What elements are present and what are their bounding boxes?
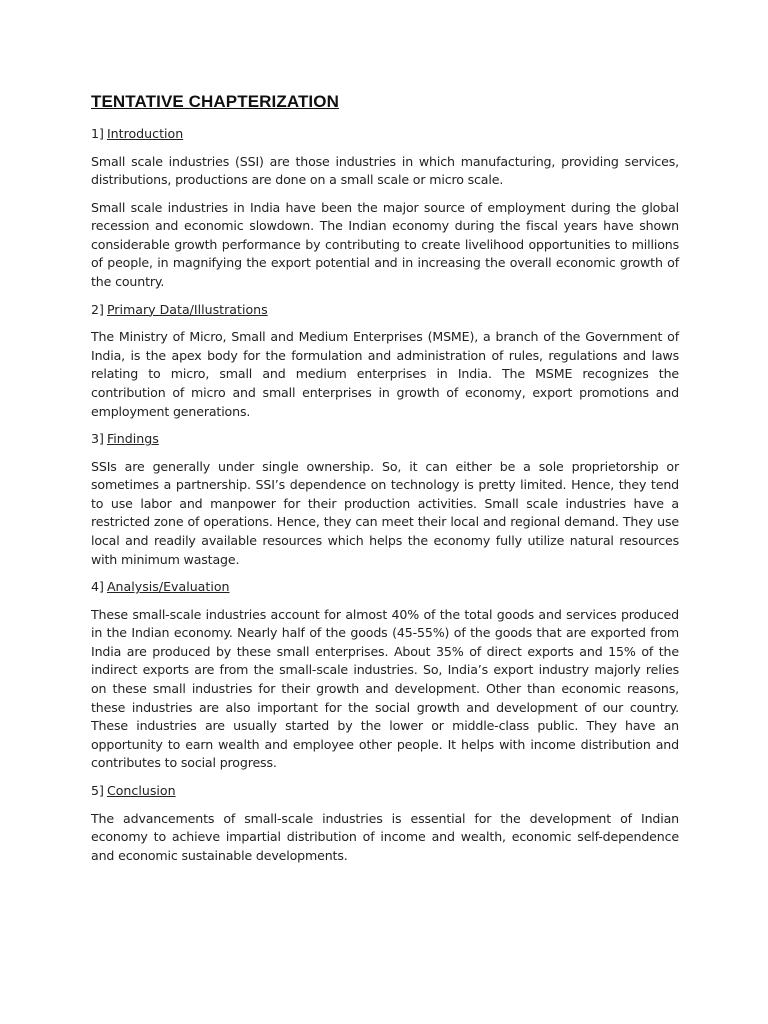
section-number: 1] (91, 126, 104, 141)
paragraph: The advancements of small-scale industries is essential for the development of Indian economy to achieve impartial distribution of income and wealth, economic self-dependence and economic sustainable developments. (91, 810, 679, 863)
section-analysis (91, 578, 679, 773)
section-title: Primary Data/Illustrations (106, 301, 268, 317)
section-number: 5] (91, 783, 104, 799)
section-heading (91, 578, 679, 597)
section-title: Conclusion (106, 783, 176, 799)
section-conclusion (91, 782, 679, 865)
paragraph: Small scale industries in India have been the major source of employment during the global recession and economic slowdown. The Indian economy during the fiscal years have shown considerable growth performance by contributing to create livelihood opportunities to millions of people, in magnifying the export potential and in increasing the overall economic growth of the country. (91, 199, 679, 290)
section-number: 2] (91, 301, 104, 317)
document-page (91, 92, 679, 874)
section-heading (91, 301, 679, 320)
section-introduction (91, 125, 679, 292)
paragraph: The Ministry of Micro, Small and Medium Enterprises (MSME), a branch of the Government of India, is the apex body for the formulation and administration of rules, regulations and laws relating to micro, small and medium enterprises in India. The MSME recognizes the contribution of micro and small enterprises in growth of economy, export promotions and employment generations. (91, 329, 679, 419)
document-title: TENTATIVE CHAPTERIZATION (91, 92, 339, 111)
section-heading (91, 782, 679, 801)
section-title: Analysis/Evaluation (106, 579, 230, 595)
section-primary-data (91, 301, 679, 421)
paragraph: These small-scale industries account for almost 40% of the total goods and services produced in the Indian economy. Nearly half of the goods (45-55%) of the goods that are exported from India are produced by these small enterprises. About 35% of direct exports and 15% of the indirect exports are from the small-scale industries. So, India’s export industry majorly relies on these small industries for their growth and development. Other than economic reasons, these industries are also important for the social growth and development of our country. These industries are usually started by the lower or middle-class public. They have an opportunity to earn wealth and employee other people. It helps with income distribution and contributes to social progress. (91, 606, 679, 771)
paragraph: Small scale industries (SSI) are those industries in which manufacturing, providing services, distributions, productions are done on a small scale or micro scale. (91, 153, 679, 188)
section-heading (91, 430, 679, 449)
section-heading (91, 125, 679, 144)
section-number: 3] (91, 431, 104, 447)
section-title: Introduction (106, 126, 184, 141)
section-number: 4] (91, 579, 104, 595)
section-title: Findings (106, 431, 159, 447)
paragraph: SSIs are generally under single ownership. So, it can either be a sole proprietorship or sometimes a partnership. SSI’s dependence on technology is pretty limited. Hence, they tend to use labor and manpower for their production activities. Small scale industries have a restricted zone of operations. Hence, they can meet their local and regional demand. They use local and readily available resources which helps the economy fully utilize natural resources with minimum wastage. (91, 458, 679, 567)
section-findings (91, 430, 679, 569)
